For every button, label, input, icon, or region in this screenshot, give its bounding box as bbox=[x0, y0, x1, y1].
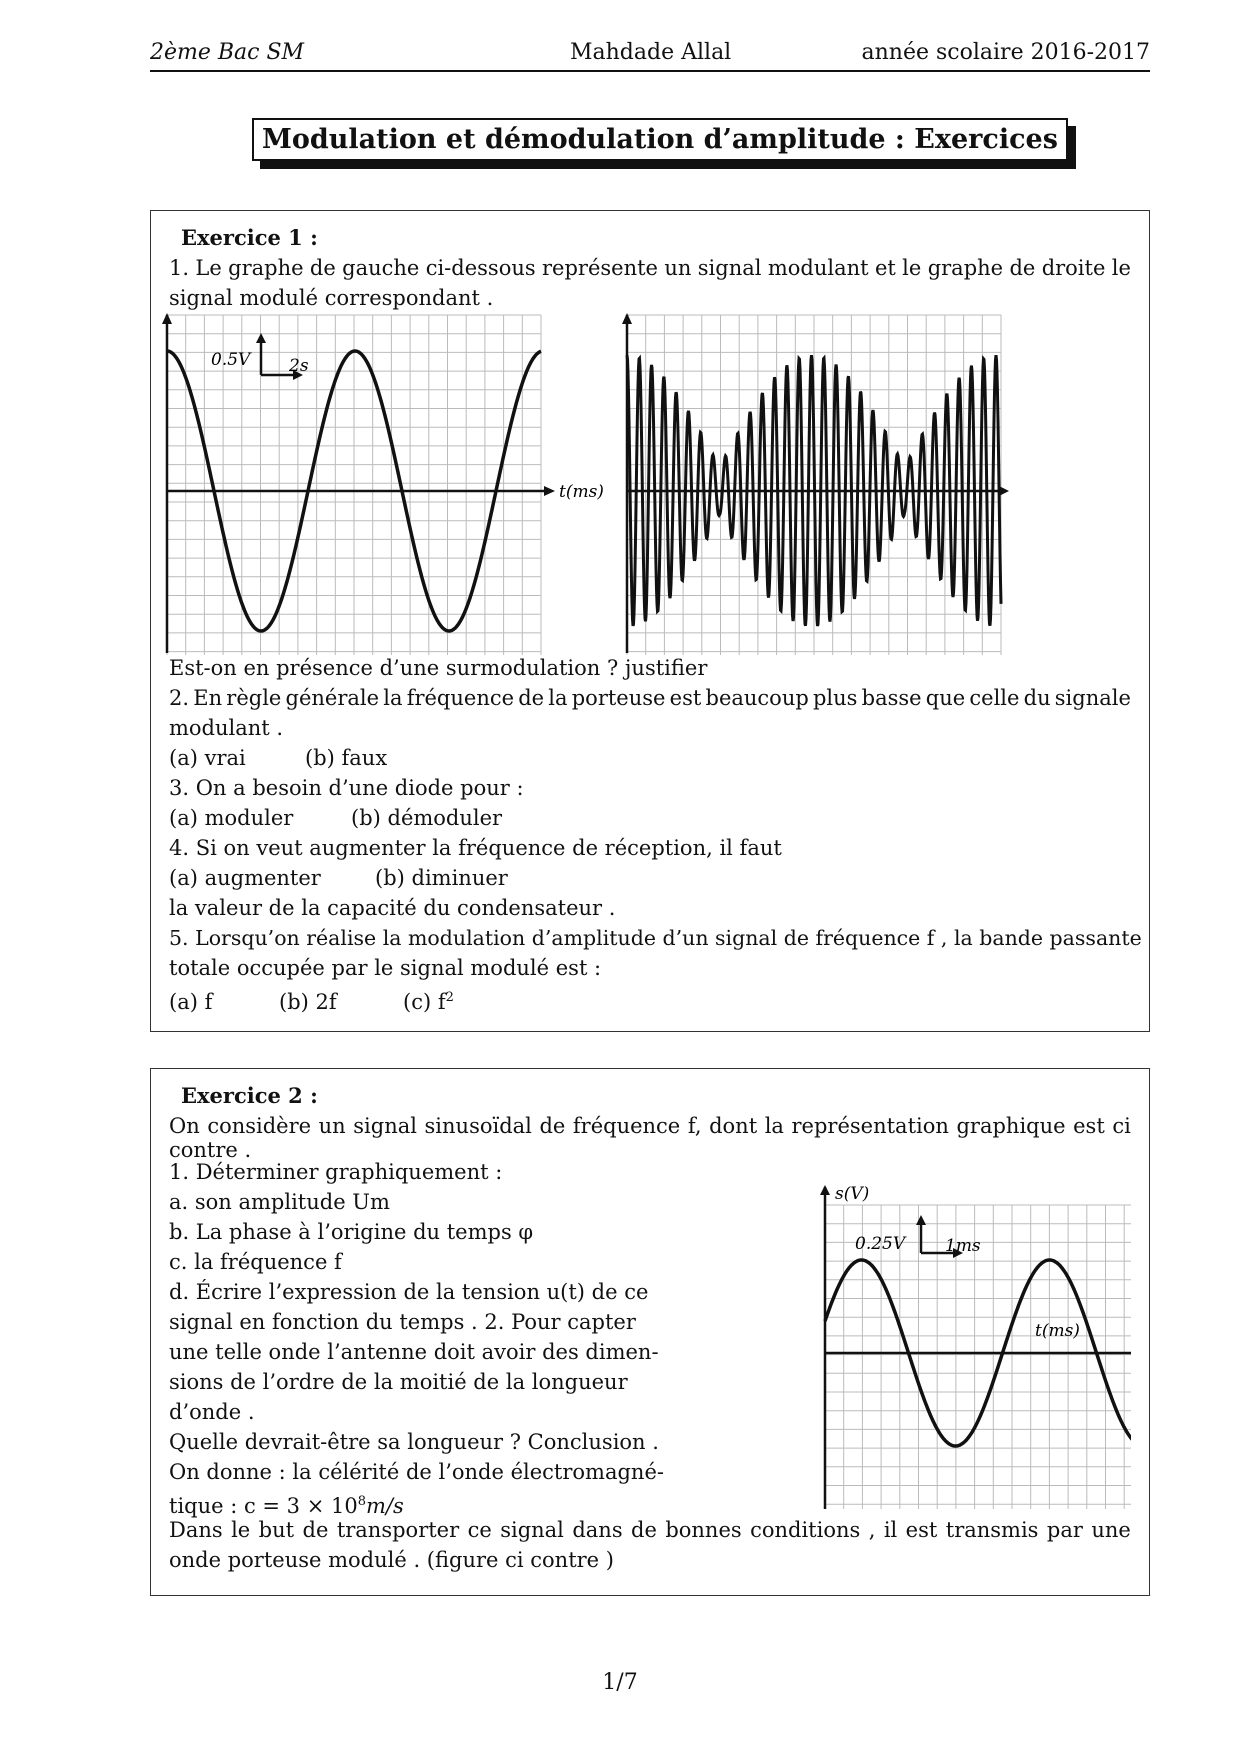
exercise-1-title: Exercice 1 : bbox=[181, 225, 318, 250]
y-axis-arrow-ex2 bbox=[820, 1185, 830, 1195]
exercise-1-box bbox=[150, 210, 1150, 1032]
word: le bbox=[902, 256, 922, 280]
ex2-line-0: 1. Déterminer graphiquement : bbox=[169, 1160, 503, 1184]
ex1-q2-option-a[interactable]: (a) vrai bbox=[169, 746, 246, 770]
axis-label-ex2: t(ms) bbox=[1035, 1321, 1080, 1341]
header-class: 2ème Bac SM bbox=[150, 40, 305, 65]
scale-v-arrowhead-left bbox=[256, 333, 266, 343]
header-year: année scolaire 2016-2017 bbox=[861, 40, 1150, 65]
word: le bbox=[231, 1518, 251, 1542]
scale-v-label-ex2: 0.25V bbox=[855, 1234, 906, 1254]
sine-signal-graph bbox=[661, 1179, 1131, 1519]
ex2-end-line1 bbox=[169, 1515, 1131, 1545]
ex1-q4-option-b[interactable]: (b) diminuer bbox=[375, 866, 508, 890]
page-header bbox=[150, 38, 1150, 72]
y-label-ex2: s(V) bbox=[835, 1184, 870, 1204]
word: par bbox=[1046, 1518, 1083, 1542]
ex1-q5-option-c-sup: 2 bbox=[445, 990, 454, 1005]
ex2-intro-line2: contre . bbox=[169, 1138, 252, 1162]
ex1-q2-options bbox=[169, 743, 387, 773]
word: modulant bbox=[767, 256, 869, 280]
word: 2. bbox=[169, 686, 190, 710]
word: signal bbox=[353, 1114, 417, 1138]
ex1-q4-options bbox=[169, 863, 508, 893]
scale-t-label-left: 2s bbox=[289, 356, 309, 376]
word: considère bbox=[207, 1114, 312, 1138]
word: celle bbox=[969, 686, 1020, 710]
word: fréquence bbox=[572, 1114, 681, 1138]
ex1-q3-options bbox=[169, 803, 502, 833]
ex1-q5-line1: 5. Lorsqu’on réalise la modulation d’amplitude d’un signal de fréquence f , la bande passante bbox=[169, 926, 1142, 950]
word: graphe bbox=[927, 256, 1004, 280]
word: de bbox=[1009, 256, 1036, 280]
ex1-q2-line2: modulant . bbox=[169, 716, 284, 740]
ex1-q3-option-a[interactable]: (a) moduler bbox=[169, 806, 294, 830]
ex1-q4: 4. Si on veut augmenter la fréquence de réception, il faut bbox=[169, 836, 782, 860]
word: que bbox=[925, 686, 966, 710]
word: représentation bbox=[791, 1114, 949, 1138]
word: et bbox=[874, 256, 896, 280]
word: porteuse bbox=[571, 686, 666, 710]
word: la bbox=[548, 686, 568, 710]
scale-t-label-ex2: 1ms bbox=[945, 1236, 981, 1256]
ex2-last-line-suffix: m/s bbox=[366, 1494, 404, 1518]
word: fréquence bbox=[406, 686, 515, 710]
word: de bbox=[309, 256, 336, 280]
word: de bbox=[302, 1518, 329, 1542]
word: f, bbox=[687, 1114, 702, 1138]
ex1-q5-option-c[interactable] bbox=[403, 983, 454, 1017]
word: plus bbox=[812, 686, 858, 710]
word: ci-dessous bbox=[425, 256, 536, 280]
word: gauche bbox=[342, 256, 420, 280]
ex1-q2-line1 bbox=[169, 683, 1131, 713]
ex2-line-5: signal en fonction du temps . 2. Pour capter bbox=[169, 1310, 636, 1334]
ex1-q1-line2: signal modulé correspondant . bbox=[169, 286, 494, 310]
word: beaucoup bbox=[705, 686, 809, 710]
word: la bbox=[383, 686, 403, 710]
word: du bbox=[1023, 686, 1051, 710]
exercise-2-box bbox=[150, 1068, 1150, 1596]
word: le bbox=[1111, 256, 1131, 280]
word: On bbox=[169, 1114, 200, 1138]
word: graphique bbox=[956, 1114, 1066, 1138]
ex2-line-1: a. son amplitude Um bbox=[169, 1190, 390, 1214]
word: générale bbox=[285, 686, 380, 710]
word: 1. bbox=[169, 256, 190, 280]
word: transmis bbox=[945, 1518, 1039, 1542]
word: sinusoïdal bbox=[424, 1114, 532, 1138]
ex1-q1-after: Est-on en présence d’une surmodulation ? justifier bbox=[169, 656, 708, 680]
word: est bbox=[905, 1518, 938, 1542]
word: de bbox=[539, 1114, 566, 1138]
ex1-q2-option-b[interactable]: (b) faux bbox=[305, 746, 388, 770]
ex1-q5-option-b[interactable]: (b) 2f bbox=[279, 990, 337, 1014]
ex1-q5-option-a[interactable]: (a) f bbox=[169, 990, 213, 1014]
word: représente bbox=[542, 256, 658, 280]
word: droite bbox=[1041, 256, 1106, 280]
word: ce bbox=[467, 1518, 492, 1542]
word: but bbox=[258, 1518, 295, 1542]
ex1-q5-option-c-text: (c) f bbox=[403, 990, 446, 1014]
ex2-line-4: d. Écrire l’expression de la tension u(t) de ce bbox=[169, 1280, 649, 1304]
ex2-end-line2: onde porteuse modulé . (figure ci contre ) bbox=[169, 1548, 614, 1572]
word: signal bbox=[697, 256, 762, 280]
x-axis-arrow-left bbox=[544, 486, 555, 496]
word: transporter bbox=[336, 1518, 460, 1542]
word: basse bbox=[861, 686, 922, 710]
ex2-line-8: d’onde . bbox=[169, 1400, 255, 1424]
word: Le bbox=[195, 256, 222, 280]
word: est bbox=[1073, 1114, 1105, 1138]
word: signal bbox=[500, 1518, 564, 1542]
ex2-intro-line1 bbox=[169, 1111, 1131, 1141]
word: la bbox=[764, 1114, 784, 1138]
word: est bbox=[669, 686, 702, 710]
word: ci bbox=[1112, 1114, 1131, 1138]
word: signale bbox=[1054, 686, 1131, 710]
ex1-q3-option-b[interactable]: (b) démoduler bbox=[351, 806, 503, 830]
word: dont bbox=[709, 1114, 758, 1138]
word: En bbox=[193, 686, 223, 710]
ex2-last-line-prefix: tique : c = 3 × 10 bbox=[169, 1494, 358, 1518]
title-box bbox=[252, 118, 1068, 161]
word: , bbox=[868, 1518, 876, 1542]
page-number: 1/7 bbox=[602, 1670, 638, 1695]
ex1-q4-end: la valeur de la capacité du condensateur . bbox=[169, 896, 616, 920]
word: un bbox=[318, 1114, 346, 1138]
ex2-line-9: Quelle devrait-être sa longueur ? Conclusion . bbox=[169, 1430, 659, 1454]
word: règle bbox=[226, 686, 282, 710]
modulated-signal-graph bbox=[619, 311, 1013, 661]
ex2-line-7: sions de l’ordre de la moitié de la longueur bbox=[169, 1370, 628, 1394]
ex1-q4-option-a[interactable]: (a) augmenter bbox=[169, 866, 321, 890]
word: de bbox=[631, 1518, 657, 1542]
ex2-last-line-sup: 8 bbox=[357, 1494, 366, 1509]
ex1-q3: 3. On a besoin d’une diode pour : bbox=[169, 776, 524, 800]
ex2-line-10: On donne : la célérité de l’onde électromagné- bbox=[169, 1460, 664, 1484]
header-author: Mahdade Allal bbox=[570, 40, 732, 65]
scale-v-label-left: 0.5V bbox=[211, 350, 251, 370]
word: Dans bbox=[169, 1518, 223, 1542]
scale-v-arrowhead-ex2 bbox=[916, 1215, 926, 1225]
ex2-line-6: une telle onde l’antenne doit avoir des dimen- bbox=[169, 1340, 659, 1364]
ex2-line-3: c. la fréquence f bbox=[169, 1250, 342, 1274]
ex1-q5-options bbox=[169, 983, 454, 1017]
ex1-q5-line2: totale occupée par le signal modulé est : bbox=[169, 956, 602, 980]
exercise-2-title: Exercice 2 : bbox=[181, 1083, 318, 1108]
word: conditions bbox=[750, 1518, 861, 1542]
ex1-q1-line1 bbox=[169, 253, 1131, 283]
ex2-line-2: b. La phase à l’origine du temps φ bbox=[169, 1220, 534, 1244]
modulating-signal-graph bbox=[159, 311, 609, 661]
word: dans bbox=[572, 1518, 623, 1542]
word: bonnes bbox=[665, 1518, 742, 1542]
word: de bbox=[518, 686, 545, 710]
word: un bbox=[664, 256, 692, 280]
word: il bbox=[883, 1518, 898, 1542]
word: graphe bbox=[228, 256, 304, 280]
word: une bbox=[1091, 1518, 1131, 1542]
axis-label-left: t(ms) bbox=[559, 482, 604, 502]
page-title: Modulation et démodulation d’amplitude : Exercices bbox=[252, 118, 1068, 161]
